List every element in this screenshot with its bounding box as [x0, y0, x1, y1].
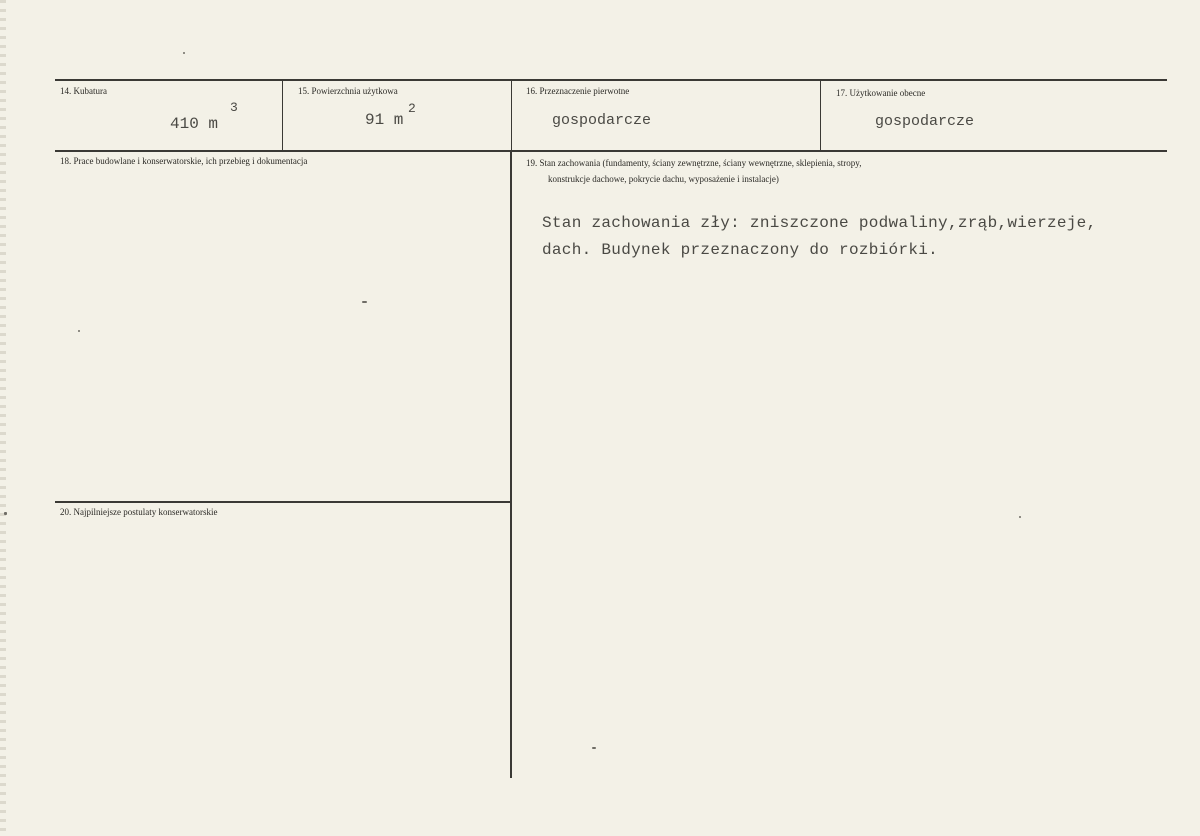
scan-speck: [183, 52, 185, 54]
scan-edge: [0, 0, 6, 836]
main-column-divider: [510, 151, 512, 778]
stan-text-line2: dach. Budynek przeznaczony do rozbiórki.: [542, 241, 939, 259]
prace-label: 18. Prace budowlane i konserwatorskie, ich przebieg i dokumentacja: [60, 156, 308, 166]
cell-divider-15-16: [511, 79, 512, 151]
przeznaczenie-value: gospodarcze: [552, 112, 652, 129]
powierzchnia-exponent: 2: [408, 101, 416, 116]
stan-label-line1: 19. Stan zachowania (fundamenty, ściany zewnętrzne, ściany wewnętrzne, sklepienia, stropy,: [526, 158, 862, 168]
stan-label-line2: konstrukcje dachowe, pokrycie dachu, wyposażenie i instalacje): [548, 174, 779, 184]
row-divider-1: [55, 150, 1167, 152]
cell-divider-14-15: [282, 79, 283, 151]
scan-speck: [4, 512, 7, 515]
uzytkowanie-value: gospodarcze: [875, 113, 975, 130]
cell-divider-16-17: [820, 79, 821, 151]
scan-speck: [592, 747, 596, 749]
kubatura-label: 14. Kubatura: [60, 86, 107, 96]
stan-text-line1: Stan zachowania zły: zniszczone podwaliny,zrąb,wierzeje,: [542, 214, 1097, 232]
scan-speck: [1019, 516, 1021, 518]
kubatura-value: 410 m: [170, 115, 219, 133]
powierzchnia-value: 91 m: [365, 111, 404, 129]
przeznaczenie-label: 16. Przeznaczenie pierwotne: [526, 86, 630, 96]
postulaty-label: 20. Najpilniejsze postulaty konserwatorskie: [60, 507, 218, 517]
scan-speck: [78, 330, 80, 332]
powierzchnia-label: 15. Powierzchnia użytkowa: [298, 86, 398, 96]
top-rule: [55, 79, 1167, 81]
row-divider-18-20: [55, 501, 511, 503]
scan-speck: [362, 301, 367, 303]
kubatura-exponent: 3: [230, 100, 238, 115]
uzytkowanie-label: 17. Użytkowanie obecne: [836, 88, 926, 98]
